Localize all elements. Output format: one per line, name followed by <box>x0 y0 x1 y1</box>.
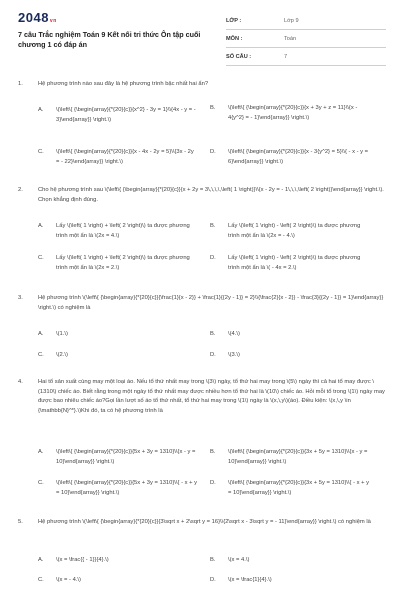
logo-suffix: vn <box>49 18 57 24</box>
option-letter: C. <box>38 255 44 261</box>
question-number: 1. <box>18 81 23 87</box>
site-logo[interactable] <box>18 10 57 25</box>
option-text: \(x = - 4.\) <box>56 577 81 583</box>
option-letter: C. <box>38 149 44 155</box>
option-text: \(\left\{ {\begin{array}{*{20}{c}}{x - 4x - 2y = 5}\\{3x - 2y = - 22}\end{array}} \right.\) <box>56 149 194 165</box>
option-text: \(4.\) <box>228 331 240 337</box>
option-text: \(3.\) <box>228 352 240 358</box>
info-label-subject: MÔN : <box>226 36 243 42</box>
option-letter: D. <box>210 255 216 261</box>
option-letter: B. <box>210 105 216 111</box>
option-letter: C. <box>38 577 44 583</box>
question-number: 2. <box>18 187 23 193</box>
option-letter: A. <box>38 107 44 113</box>
option-letter: C. <box>38 480 44 486</box>
question-text: Hệ phương trình \(\left\{ {\begin{array}{*{20}{c}}{3\sqrt x + 2\sqrt y = 16}\\{2\sqrt x - 3\sqrt y = - 11}\end{array}} \right.\) có nghiệm là <box>38 519 371 525</box>
option-text: \(\left\{ {\begin{array}{*{20}{c}}{3x + 5y = 1310}\\{x - y = 10}\end{array}} \right.\) <box>228 449 368 465</box>
info-row-subject <box>226 32 386 48</box>
logo-text: 2048 <box>18 10 49 25</box>
option-text: \(\left\{ {\begin{array}{*{20}{c}}{3x + 5y = 1310}\\{ - x + y = 10}\end{array}} \right.\) <box>228 480 370 496</box>
option-text: \(\left\{ {\begin{array}{*{20}{c}}{x - 3{y^2} = 5}\\{ - x - y = 6}\end{array}} \right.\) <box>228 149 369 165</box>
worksheet-title: 7 câu Trắc nghiệm Toán 9 Kết nối tri thức Ôn tập cuối chương 1 có đáp án <box>18 30 201 49</box>
option-text: \(x = \frac{{ - 1}}{4}.\) <box>56 557 109 563</box>
question-number: 3. <box>18 295 23 301</box>
info-label-count: SỐ CÂU : <box>226 54 252 60</box>
info-row-class <box>226 14 386 30</box>
option-letter: B. <box>210 331 216 337</box>
question-text: Cho hệ phương trình sau \(\left\{ {\begin{array}{*{20}{c}}{x + 2y = 3\,\,\,\,\left( 1 \right)}\\{x - 2y = - 1\,\,\,\left( 2 \right)}\end{array}} \right.\). Chọn khẳng định đúng. <box>38 187 384 203</box>
info-value-count: 7 <box>284 54 288 60</box>
worksheet-info <box>226 14 386 68</box>
info-label-class: LỚP : <box>226 18 242 24</box>
option-letter: A. <box>38 223 44 229</box>
option-text: Lấy \(\left( 1 \right) - \left( 2 \right)\) ta được phương trình một ẩn là \( - 4x = 2.\) <box>228 255 361 271</box>
option-text: \(x = \frac{1}{4}.\) <box>228 577 272 583</box>
option-letter: A. <box>38 557 44 563</box>
option-text: Lấy \(\left( 1 \right) - \left( 2 \right)\) ta được phương trình một ẩn là \(2x = - 4.\) <box>228 223 361 239</box>
option-letter: A. <box>38 449 44 455</box>
question-text: Hệ phương trình nào sau đây là hệ phương trình bậc nhất hai ẩn? <box>38 81 209 87</box>
option-letter: D. <box>210 577 216 583</box>
question-text: Hai tổ sản xuất cùng may một loại áo. Nếu tổ thứ nhất may trong \(3\) ngày, tổ thứ hai may trong \(5\) ngày thì cả hai tổ may được \(1310\) chiếc áo. Biết rằng trong một ngày tổ thứ nhất may được nhiều hơn tổ thứ hai là \(10\) chiếc áo. Hỏi mỗi tổ trong \(1\) ngày may được bao nhiêu chiếc áo?Gọi lần lượt số áo tổ thứ nhất, tổ thứ hai may trong \(1\) ngày là \(x,\,y\)(áo). Điều kiện: \(x,\,y \in {\mathbb{N}^*}.\)Khi đó, ta có hệ phương trình là <box>38 379 385 414</box>
question-number: 5. <box>18 519 23 525</box>
option-letter: D. <box>210 149 216 155</box>
option-text: \(x = 4.\) <box>228 557 250 563</box>
option-letter: B. <box>210 557 216 563</box>
info-value-subject: Toán <box>284 36 297 42</box>
option-text: \(2.\) <box>56 352 68 358</box>
option-text: Lấy \(\left( 1 \right) + \left( 2 \right)\) ta được phương trình một ẩn là \(2x = 4.\) <box>56 223 190 239</box>
option-text: \(\left\{ {\begin{array}{*{20}{c}}{5x + 3y = 1310}\\{ - x + y = 10}\end{array}} \right.\) <box>56 480 198 496</box>
option-text: \(\left\{ {\begin{array}{*{20}{c}}{x + 3y + z = 11}\\{x - 4{y^2} = - 1}\end{array}} \right.\) <box>228 105 358 121</box>
info-value-class: Lớp 9 <box>284 18 299 24</box>
option-letter: B. <box>210 449 216 455</box>
option-text: \(\left\{ {\begin{array}{*{20}{c}}{5x + 3y = 1310}\\{x - y = 10}\end{array}} \right.\) <box>56 449 196 465</box>
option-text: Lấy \(\left( 1 \right) + \left( 2 \right)\) ta được phương trình một ẩn là \(2x = 2.\) <box>56 255 190 271</box>
option-letter: D. <box>210 352 216 358</box>
question-number: 4. <box>18 379 23 385</box>
option-letter: D. <box>210 480 216 486</box>
info-row-count <box>226 50 386 66</box>
option-letter: C. <box>38 352 44 358</box>
question-text: Hệ phương trình \(\left\{ {\begin{array}{*{20}{c}}{\frac{1}{x - 2}} + \frac{1}{{2y - 1}} = 2}\\{\frac{2}{x - 2}} - \frac{3}{{2y - 1}} = 1}\end{array}} \right.\) có nghiệm là <box>38 295 384 311</box>
option-letter: B. <box>210 223 216 229</box>
option-letter: A. <box>38 331 44 337</box>
option-text: \(\left\{ {\begin{array}{*{20}{c}}{x^2} - 3y = 1}\\{4x - y = - 3}\end{array}} \right.\) <box>56 107 196 123</box>
option-text: \(1.\) <box>56 331 68 337</box>
worksheet-header <box>0 0 400 60</box>
